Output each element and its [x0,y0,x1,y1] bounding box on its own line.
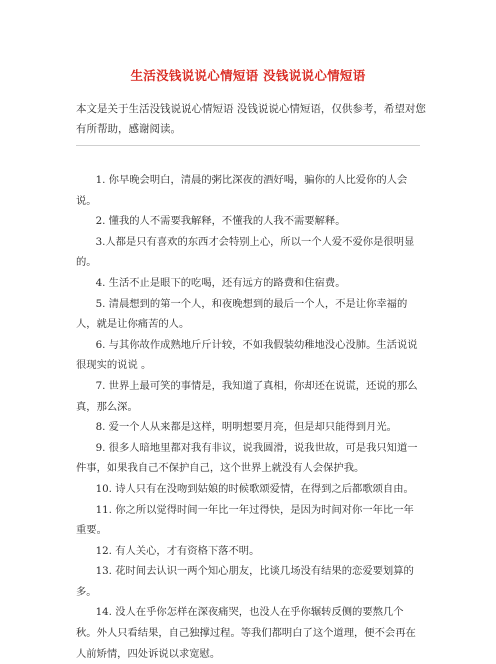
intro-paragraph: 本文是关于生活没钱说说心情短语 没钱说说心情短语，仅供参考，希望对您有所帮助，感谢阅读。 [76,103,426,135]
list-item: 4. 生活不止是眼下的吃喝，还有远方的路费和住宿费。 [95,276,346,289]
quote-list [76,170,424,664]
list-item: 1. 你早晚会明白，清晨的粥比深夜的酒好喝，骗你的人比爱你的人会说。 [76,174,408,207]
list-item: 10. 诗人只有在没吻到姑娘的时候歌颂爱情，在得到之后都歌颂自由。 [95,482,414,495]
document-title: 生活没钱说说心情短语 没钱说说心情短语 [130,68,366,83]
list-item: 14. 没人在乎你怎样在深夜痛哭，也没人在乎你辗转反侧的要熬几个秋。外人只看结果，自己独撑过程。等我们都明白了这个道理，便不会再在人前矫情，四处诉说以求宽慰。 [76,606,416,660]
list-item: 7. 世界上最可笑的事情是，我知道了真相，你却还在说谎，还说的那么真，那么深。 [76,379,418,413]
list-item: 3.人都是只有喜欢的东西才会特别上心，所以一个人爱不爱你是很明显的。 [76,235,415,269]
list-item: 11. 你之所以觉得时间一年比一年过得快，是因为时间对你一年比一年重要。 [76,503,414,537]
divider-line [76,145,420,146]
list-item: 9. 很多人暗地里都对我有非议，说我圆滑，说我世故，可是我只知道一件事，如果我自己不保护自己，这个世界上就没有人会保护我。 [76,441,418,475]
list-item: 12. 有人关心，才有资格下落不明。 [95,544,260,557]
list-item: 6. 与其你故作成熟地斤斤计较，不如我假装幼稚地没心没肺。生活说说很现实的说说 。 [76,338,418,372]
list-item: 13. 花时间去认识一两个知心朋友，比谈几场没有结果的恋爱要划算的多。 [76,565,414,598]
list-item: 2. 懂我的人不需要我解释，不懂我的人我不需要解释。 [95,215,346,228]
list-item: 5. 清晨想到的第一个人，和夜晚想到的最后一个人，不是让你幸福的人，就是让你痛苦的人。 [76,297,408,331]
list-item: 8. 爱一个人从来都是这样，明明想要月亮，但是却只能得到月光。 [95,421,397,434]
